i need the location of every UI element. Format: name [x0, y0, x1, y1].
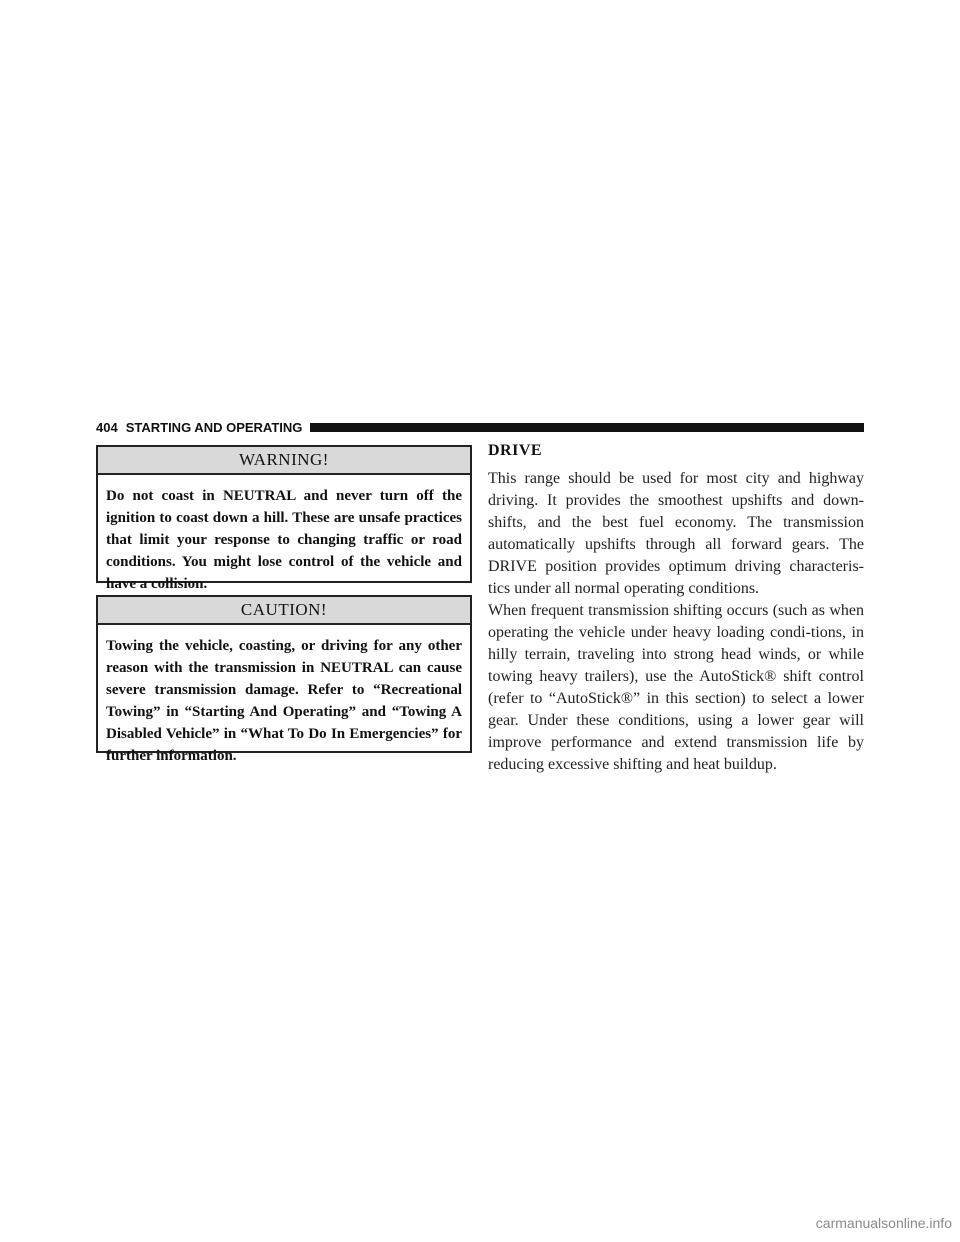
- drive-paragraph-2: When frequent transmission shifting occurs (such as when operating the vehicle under heavy loading condi-tions, in hilly terrain, traveling into strong head winds, or while towing heavy trailers), use the AutoStick® shift control (refer to “AutoStick®” in this section) to select a lower gear. Under these conditions, using a lower gear will improve performance and extend transmission life by reducing excessive shifting and heat buildup.: [488, 602, 864, 773]
- drive-heading: DRIVE: [488, 442, 543, 459]
- header-rule: [310, 423, 864, 432]
- drive-paragraph-1: This range should be used for most city and highway driving. It provides the smoothest upshifts and down-shifts, and the best fuel economy. The transmission automatically upshifts through all forward gears. The DRIVE position provides optimum driving characteris-tics under all normal operating conditions.: [488, 470, 864, 597]
- caution-box: [96, 595, 472, 764]
- page-header: [96, 418, 864, 436]
- warning-title: WARNING!: [98, 447, 470, 475]
- section-title: STARTING AND OPERATING: [125, 419, 303, 435]
- page-number: 404: [96, 419, 118, 435]
- watermark: carmanualsonline.info: [815, 1215, 952, 1231]
- caution-body: Towing the vehicle, coasting, or driving for any other reason with the transmission in NEUTRAL can cause severe transmission damage. Refer to “Recreational Towing” in “Starting And Operating” and “Towing A Disabled Vehicle” in “What To Do In Emergencies” for further information.: [106, 638, 462, 764]
- warning-box: [96, 445, 472, 592]
- warning-body: Do not coast in NEUTRAL and never turn off the ignition to coast down a hill. These are unsafe practices that limit your response to changing traffic or road conditions. You might lose control of the vehicle and have a collision.: [106, 488, 462, 592]
- caution-title: CAUTION!: [98, 597, 470, 625]
